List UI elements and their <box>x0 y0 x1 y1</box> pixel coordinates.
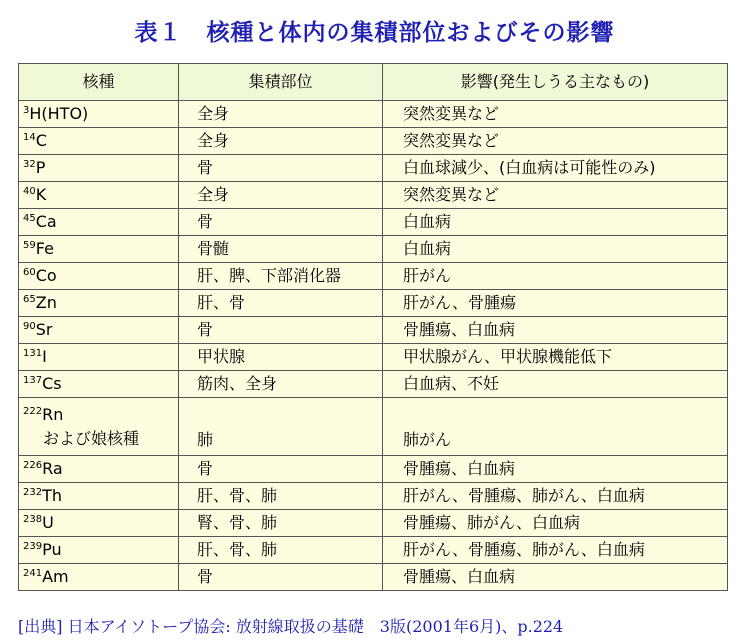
mass-number: 3 <box>23 105 30 116</box>
source-citation: [出典] 日本アイソトープ協会: 放射線取扱の基礎 3版(2001年6月)、p.224 <box>18 617 564 636</box>
nuclide-cell <box>19 483 179 510</box>
table-header-row <box>19 64 728 101</box>
element-symbol: Cs <box>42 374 62 393</box>
element-symbol: Ca <box>35 212 57 231</box>
table-row <box>19 456 728 483</box>
nuclide-cell <box>19 317 179 344</box>
mass-number: 239 <box>23 541 43 552</box>
mass-number: 40 <box>23 186 36 197</box>
table-row <box>19 398 728 456</box>
nuclide-cell <box>19 510 179 537</box>
nuclide-line <box>23 403 178 427</box>
mass-number: 14 <box>23 132 36 143</box>
header-organ: 集積部位 <box>179 64 383 101</box>
table-row <box>19 209 728 236</box>
table-row <box>19 101 728 128</box>
table-row <box>19 510 728 537</box>
organ-cell: 肝、脾、下部消化器 <box>179 263 383 290</box>
organ-cell: 全身 <box>179 101 383 128</box>
effect-cell: 肝がん <box>383 263 728 290</box>
mass-number: 137 <box>23 375 43 386</box>
mass-number: 226 <box>23 460 43 471</box>
organ-cell: 骨 <box>179 317 383 344</box>
table-row <box>19 483 728 510</box>
organ-cell: 肝、骨 <box>179 290 383 317</box>
mass-number: 131 <box>23 348 43 359</box>
element-symbol: Am <box>42 567 69 586</box>
effect-cell: 肝がん、骨腫瘍、肺がん、白血病 <box>383 483 728 510</box>
effect-cell: 骨腫瘍、白血病 <box>383 456 728 483</box>
mass-number: 65 <box>23 294 36 305</box>
organ-cell: 骨 <box>179 564 383 591</box>
element-symbol: K <box>35 185 47 204</box>
organ-cell: 骨 <box>179 155 383 182</box>
mass-number: 90 <box>23 321 36 332</box>
element-symbol: Th <box>42 486 63 505</box>
organ-cell: 肝、骨、肺 <box>179 483 383 510</box>
organ-cell: 肝、骨、肺 <box>179 537 383 564</box>
table-row <box>19 128 728 155</box>
element-symbol: Ra <box>42 459 63 478</box>
table-row <box>19 537 728 564</box>
organ-cell: 全身 <box>179 182 383 209</box>
effect-cell: 肺がん <box>383 398 728 456</box>
effect-cell: 骨腫瘍、肺がん、白血病 <box>383 510 728 537</box>
organ-cell: 骨髄 <box>179 236 383 263</box>
element-symbol: Sr <box>35 320 53 339</box>
mass-number: 222 <box>23 405 43 417</box>
organ-cell: 全身 <box>179 128 383 155</box>
effect-cell: 肝がん、骨腫瘍 <box>383 290 728 317</box>
effect-cell: 白血病、不妊 <box>383 371 728 398</box>
nuclide-cell <box>19 456 179 483</box>
element-symbol: P <box>35 158 46 177</box>
organ-cell: 腎、骨、肺 <box>179 510 383 537</box>
element-symbol: H(HTO) <box>29 104 89 123</box>
header-effect: 影響(発生しうる主なもの) <box>383 64 728 101</box>
nuclide-cell <box>19 182 179 209</box>
organ-cell: 筋肉、全身 <box>179 371 383 398</box>
nuclide-cell <box>19 537 179 564</box>
table-row <box>19 344 728 371</box>
nuclide-cell <box>19 398 179 456</box>
nuclide-table <box>18 63 728 591</box>
element-symbol: Fe <box>35 239 54 258</box>
table-row <box>19 317 728 344</box>
effect-cell: 骨腫瘍、白血病 <box>383 317 728 344</box>
effect-cell: 甲状腺がん、甲状腺機能低下 <box>383 344 728 371</box>
nuclide-cell <box>19 290 179 317</box>
nuclide-cell <box>19 263 179 290</box>
page-title: 表１ 核種と体内の集積部位およびその影響 <box>134 20 615 46</box>
element-symbol: Co <box>35 266 57 285</box>
mass-number: 59 <box>23 240 36 251</box>
table-body <box>19 101 728 591</box>
nuclide-cell <box>19 371 179 398</box>
organ-cell: 甲状腺 <box>179 344 383 371</box>
organ-cell: 骨 <box>179 209 383 236</box>
daughter-nuclides-label: および娘核種 <box>43 428 140 448</box>
nuclide-cell <box>19 209 179 236</box>
effect-cell: 白血球減少、(白血病は可能性のみ) <box>383 155 728 182</box>
effect-cell: 白血病 <box>383 236 728 263</box>
mass-number: 241 <box>23 568 43 579</box>
element-symbol: Zn <box>35 293 57 312</box>
organ-cell: 骨 <box>179 456 383 483</box>
header-nuclide: 核種 <box>19 64 179 101</box>
mass-number: 60 <box>23 267 36 278</box>
mass-number: 238 <box>23 514 43 525</box>
effect-cell: 突然変異など <box>383 182 728 209</box>
nuclide-cell <box>19 236 179 263</box>
effect-cell: 白血病 <box>383 209 728 236</box>
effect-cell: 突然変異など <box>383 128 728 155</box>
element-symbol: C <box>35 131 47 150</box>
nuclide-cell <box>19 344 179 371</box>
table-row <box>19 290 728 317</box>
table-row <box>19 182 728 209</box>
table-row <box>19 236 728 263</box>
effect-cell: 肝がん、骨腫瘍、肺がん、白血病 <box>383 537 728 564</box>
organ-cell: 肺 <box>179 398 383 456</box>
table-row <box>19 371 728 398</box>
nuclide-cell <box>19 128 179 155</box>
mass-number: 32 <box>23 159 36 170</box>
table-row <box>19 263 728 290</box>
mass-number: 232 <box>23 487 43 498</box>
table-row <box>19 155 728 182</box>
table-row <box>19 564 728 591</box>
element-symbol: U <box>42 513 54 532</box>
nuclide-cell <box>19 155 179 182</box>
element-symbol: Rn <box>42 404 64 424</box>
effect-cell: 突然変異など <box>383 101 728 128</box>
nuclide-cell <box>19 564 179 591</box>
nuclide-cell <box>19 101 179 128</box>
mass-number: 45 <box>23 213 36 224</box>
element-symbol: I <box>42 347 47 366</box>
element-symbol: Pu <box>42 540 62 559</box>
effect-cell: 骨腫瘍、白血病 <box>383 564 728 591</box>
